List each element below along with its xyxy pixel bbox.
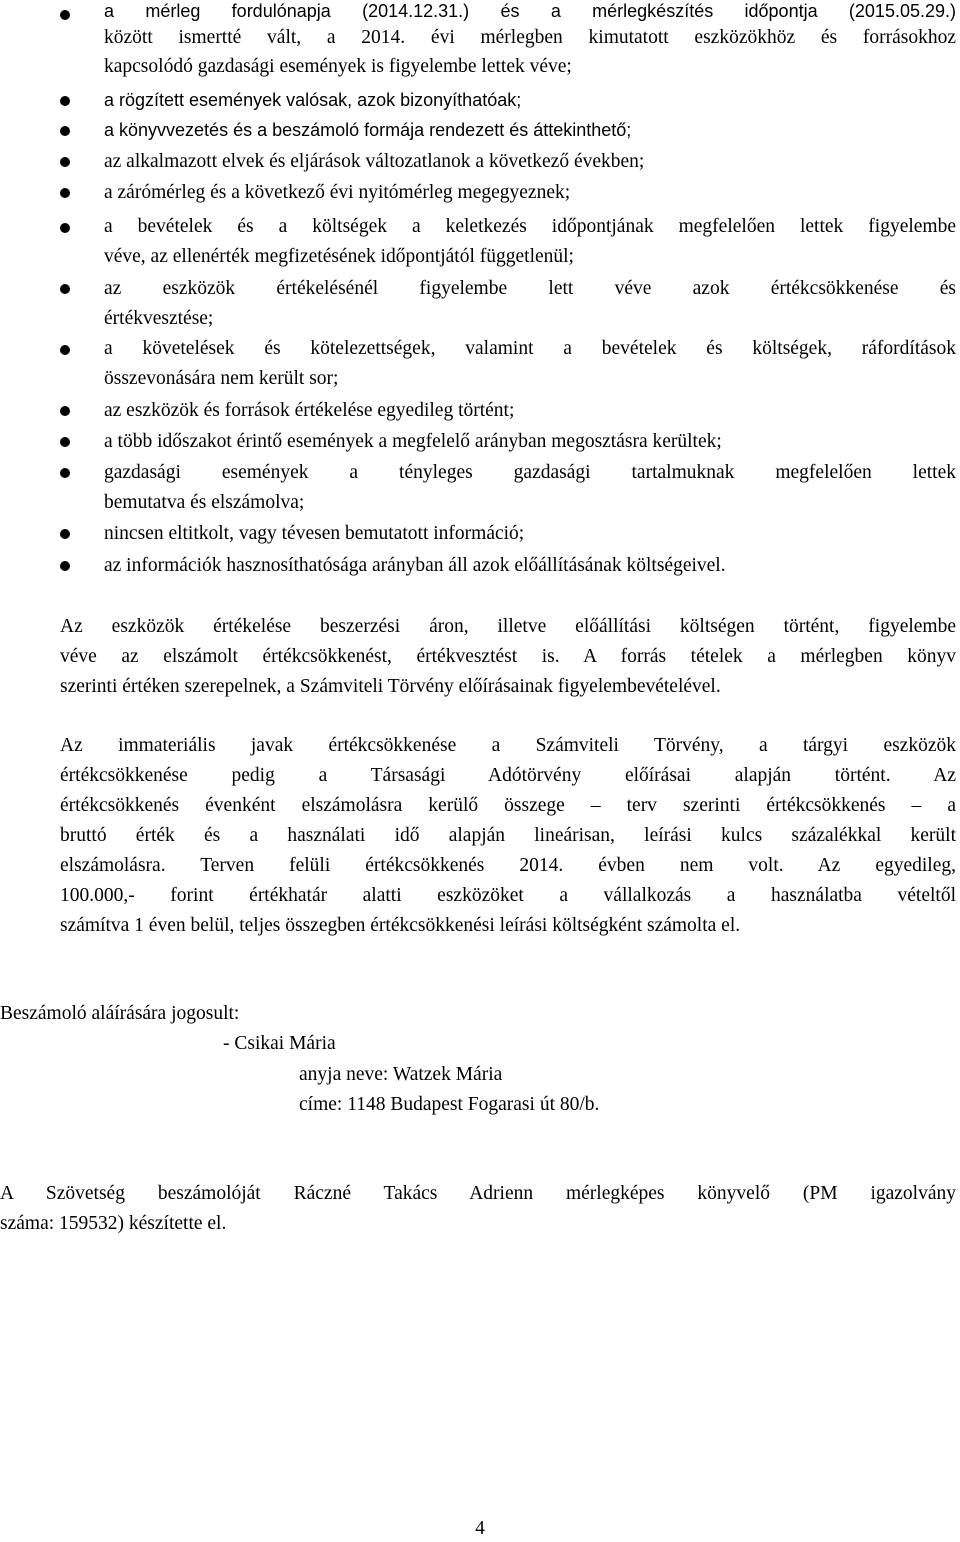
list-item-line: értékvesztése; (104, 308, 214, 329)
paragraph-line: elszámolásra. Terven felüli értékcsökkenés 2014. évben nem volt. Az egyedileg, (60, 855, 956, 876)
bullet-icon (60, 284, 70, 294)
bullet-icon (60, 10, 70, 20)
bullet-icon (60, 561, 70, 571)
bullet-icon (60, 223, 70, 233)
list-item-line: a bevételek és a költségek a keletkezés időpontjának megfelelően lettek figyelembe (104, 216, 956, 237)
bullet-icon (60, 406, 70, 416)
signatory-name: - Csikai Mária (223, 1033, 336, 1054)
paragraph-line: száma: 159532) készítette el. (0, 1213, 227, 1234)
page-number: 4 (475, 1518, 485, 1539)
signatory-heading: Beszámoló aláírására jogosult: (0, 1003, 240, 1024)
list-item-line: között ismertté vált, a 2014. évi mérlegben kimutatott eszközökhöz és forrásokhoz (104, 27, 956, 48)
list-item-line: a rögzített események valósak, azok bizonyíthatóak; (104, 90, 522, 110)
paragraph-line: 100.000,- forint értékhatár alatti eszközöket a vállalkozás a használatba vételtől (60, 885, 956, 906)
list-item-line: a több időszakot érintő események a megfelelő arányban megosztásra kerültek; (104, 431, 722, 452)
paragraph-line: számítva 1 éven belül, teljes összegben értékcsökkenési leírási költségként számolta el. (60, 915, 741, 936)
bullet-icon (60, 529, 70, 539)
bullet-icon (60, 126, 70, 136)
list-item-line: gazdasági események a tényleges gazdasági tartalmuknak megfelelően lettek (104, 462, 956, 483)
paragraph-line: bruttó érték és a használati idő alapján lineárisan, leírási kulcs százalékkal került (60, 825, 956, 846)
bullet-icon (60, 345, 70, 355)
bullet-icon (60, 437, 70, 447)
paragraph-line: értékcsökkenés évenként elszámolásra kerülő összege – terv szerinti értékcsökkenés – a (60, 795, 956, 816)
signatory-mother-name: anyja neve: Watzek Mária (299, 1064, 503, 1085)
list-item-line: az eszközök és források értékelése egyedileg történt; (104, 400, 515, 421)
list-item-line: bemutatva és elszámolva; (104, 492, 305, 513)
list-item-line: kapcsolódó gazdasági események is figyelembe lettek véve; (104, 56, 572, 77)
bullet-icon (60, 96, 70, 106)
paragraph-line: A Szövetség beszámolóját Ráczné Takács Adrienn mérlegképes könyvelő (PM igazolvány (0, 1183, 956, 1204)
list-item-line: véve, az ellenérték megfizetésének időpontjától függetlenül; (104, 246, 574, 267)
list-item-line: a követelések és kötelezettségek, valamint a bevételek és költségek, ráfordítások (104, 338, 956, 359)
list-item-line: az információk hasznosíthatósága arányban áll azok előállításának költségeivel. (104, 555, 726, 576)
paragraph-line: véve az elszámolt értékcsökkenést, értékvesztést is. A forrás tételek a mérlegben könyv (60, 646, 956, 667)
list-item-line: összevonására nem került sor; (104, 368, 339, 389)
list-item-line: az eszközök értékelésénél figyelembe lett véve azok értékcsökkenése és (104, 278, 956, 299)
list-item-line: nincsen eltitkolt, vagy tévesen bemutatott információ; (104, 523, 525, 544)
list-item-line: a könyvvezetés és a beszámoló formája rendezett és áttekinthető; (104, 120, 632, 140)
bullet-icon (60, 157, 70, 167)
bullet-icon (60, 188, 70, 198)
bullet-icon (60, 468, 70, 478)
paragraph-line: Az immateriális javak értékcsökkenése a Számviteli Törvény, a tárgyi eszközök (60, 735, 956, 756)
list-item-line: a zárómérleg és a következő évi nyitómérleg megegyeznek; (104, 182, 571, 203)
signatory-address: címe: 1148 Budapest Fogarasi út 80/b. (299, 1094, 600, 1115)
list-item-line: az alkalmazott elvek és eljárások változatlanok a következő években; (104, 151, 645, 172)
paragraph-line: Az eszközök értékelése beszerzési áron, illetve előállítási költségen történt, figyelembe (60, 616, 956, 637)
paragraph-line: értékcsökkenése pedig a Társasági Adótörvény előírásai alapján történt. Az (60, 765, 956, 786)
paragraph-line: szerinti értéken szerepelnek, a Számviteli Törvény előírásainak figyelembevételével. (60, 676, 721, 697)
list-item-line: a mérleg fordulónapja (2014.12.31.) és a mérlegkészítés időpontja (2015.05.29.) (104, 1, 956, 21)
